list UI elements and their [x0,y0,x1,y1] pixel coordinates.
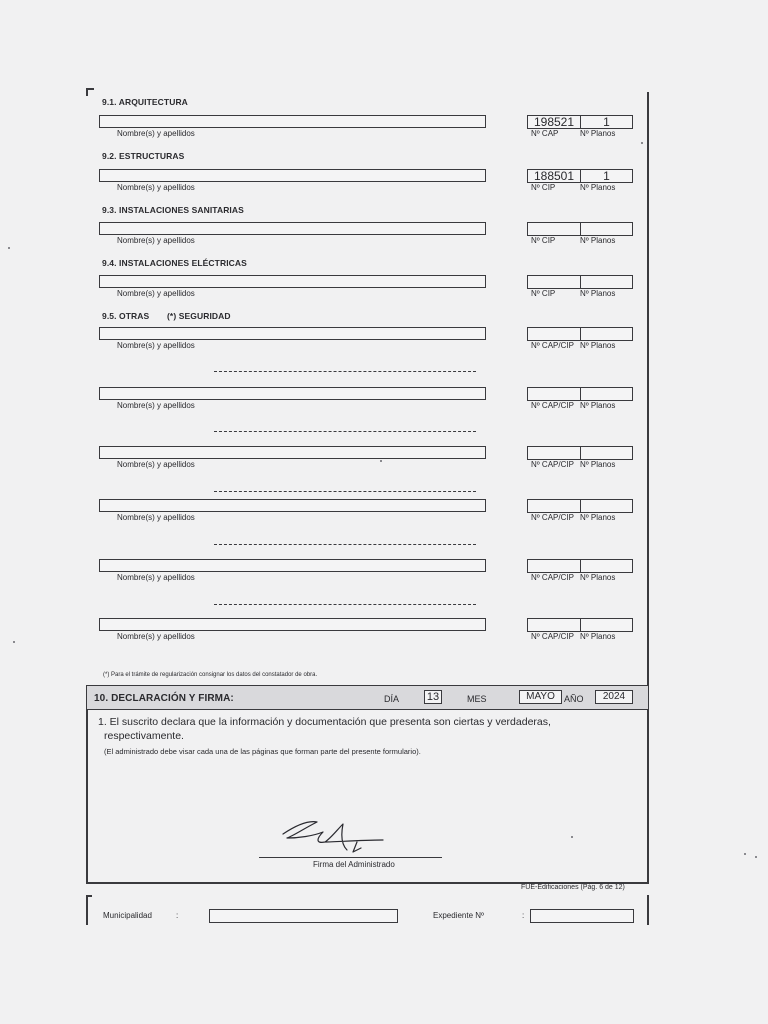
otras-name-field[interactable] [99,327,486,340]
declaration-line-2: respectivamente. [104,730,184,742]
estructuras-cip-value: 188501 [533,169,575,183]
arquitectura-number-box[interactable] [527,115,633,129]
frame-left [86,685,88,883]
estructuras-number-box[interactable] [527,169,633,183]
number-box-divider [580,500,581,512]
number-box-divider [580,619,581,631]
otras-number-box[interactable] [527,559,633,573]
mes-field[interactable]: MAYO [519,690,562,704]
electricas-number-box[interactable] [527,275,633,289]
otras-planos-label: Nº Planos [580,632,616,641]
bottom-frame-top-tick [86,895,92,897]
estructuras-name-label: Nombre(s) y apellidos [117,183,195,192]
scan-speck [641,142,643,144]
section-9-5-subtitle: (*) SEGURIDAD [167,311,231,321]
signature-line [259,857,442,858]
otras-reg-label: Nº CAP/CIP [531,513,574,522]
estructuras-planos-value: 1 [603,169,610,183]
frame-right [647,92,649,882]
otras-name-label: Nombre(s) y apellidos [117,632,195,641]
estructuras-name-field[interactable] [99,169,486,182]
otras-name-label: Nombre(s) y apellidos [117,573,195,582]
otras-number-box[interactable] [527,327,633,341]
scan-speck [380,460,382,462]
scan-speck [8,247,10,249]
page-footer: FUE-Edificaciones (Pág. 6 de 12) [521,884,625,891]
scan-speck [744,853,746,855]
section-9-2-title: 9.2. ESTRUCTURAS [102,151,185,161]
ano-label: AÑO [564,694,584,704]
electricas-planos-label: Nº Planos [580,289,616,298]
dashed-separator [214,544,476,545]
number-box-divider [580,388,581,400]
number-box-divider [580,447,581,459]
arquitectura-cap-value: 198521 [533,115,575,129]
municipalidad-colon: : [176,911,179,920]
section-9-5-title: 9.5. OTRAS [102,311,150,321]
signature-label: Firma del Administrado [313,860,395,869]
estructuras-cip-label: Nº CIP [531,183,556,192]
expediente-label: Expediente Nº [433,911,484,920]
mes-label: MES [467,694,487,704]
otras-name-label: Nombre(s) y apellidos [117,460,195,469]
dashed-separator [214,604,476,605]
otras-reg-label: Nº CAP/CIP [531,460,574,469]
arquitectura-planos-value: 1 [603,115,610,129]
otras-name-field[interactable] [99,618,486,631]
otras-name-label: Nombre(s) y apellidos [117,513,195,522]
otras-planos-label: Nº Planos [580,573,616,582]
otras-reg-label: Nº CAP/CIP [531,401,574,410]
electricas-cip-label: Nº CIP [531,289,556,298]
otras-number-box[interactable] [527,499,633,513]
otras-planos-label: Nº Planos [580,401,616,410]
otras-planos-label: Nº Planos [580,341,616,350]
sanitarias-planos-label: Nº Planos [580,236,616,245]
electricas-name-field[interactable] [99,275,486,288]
otras-name-field[interactable] [99,499,486,512]
electricas-name-label: Nombre(s) y apellidos [117,289,195,298]
expediente-field[interactable] [530,909,634,923]
dia-label: DÍA [384,694,400,704]
otras-number-box[interactable] [527,618,633,632]
scan-speck [755,856,757,858]
municipalidad-label: Municipalidad [103,911,152,920]
section-9-4-title: 9.4. INSTALACIONES ELÉCTRICAS [102,258,247,268]
otras-number-box[interactable] [527,446,633,460]
otras-reg-label: Nº CAP/CIP [531,573,574,582]
expediente-colon: : [522,911,525,920]
number-box-divider [580,328,581,340]
otras-planos-label: Nº Planos [580,460,616,469]
section-9-3-title: 9.3. INSTALACIONES SANITARIAS [102,205,244,215]
bottom-frame-left [86,895,88,925]
declaration-line-1: 1. El suscrito declara que la información y documentación que presenta son ciertas y verdaderas, [98,716,551,728]
number-box-divider [580,223,581,235]
dia-field[interactable]: 13 [424,690,442,704]
frame-top-tick [86,88,94,90]
otras-name-label: Nombre(s) y apellidos [117,401,195,410]
arquitectura-planos-label: Nº Planos [580,129,616,138]
arquitectura-cap-label: Nº CAP [531,129,559,138]
scan-speck [571,836,573,838]
scan-speck [13,641,15,643]
section-9-1-title: 9.1. ARQUITECTURA [102,97,188,107]
municipalidad-field[interactable] [209,909,398,923]
number-box-divider [580,276,581,288]
otras-reg-label: Nº CAP/CIP [531,341,574,350]
otras-name-label: Nombre(s) y apellidos [117,341,195,350]
sanitarias-name-field[interactable] [99,222,486,235]
otras-number-box[interactable] [527,387,633,401]
arquitectura-name-field[interactable] [99,115,486,128]
ano-field[interactable]: 2024 [595,690,633,704]
section-9-footnote: (*) Para el trámite de regularización consignar los datos del constatador de obra. [103,672,318,678]
otras-reg-label: Nº CAP/CIP [531,632,574,641]
number-box-divider [580,560,581,572]
otras-name-field[interactable] [99,446,486,459]
declaration-note: (El administrado debe visar cada una de las páginas que forman parte del presente formulario). [104,747,421,756]
section-10-title: 10. DECLARACIÓN Y FIRMA: [94,693,234,704]
sanitarias-cip-label: Nº CIP [531,236,556,245]
dashed-separator [214,431,476,432]
otras-planos-label: Nº Planos [580,513,616,522]
dashed-separator [214,491,476,492]
handwritten-signature [265,812,395,862]
otras-name-field[interactable] [99,559,486,572]
arquitectura-name-label: Nombre(s) y apellidos [117,129,195,138]
sanitarias-number-box[interactable] [527,222,633,236]
dashed-separator [214,371,476,372]
estructuras-planos-label: Nº Planos [580,183,616,192]
otras-name-field[interactable] [99,387,486,400]
bottom-frame-right [647,895,649,925]
sanitarias-name-label: Nombre(s) y apellidos [117,236,195,245]
